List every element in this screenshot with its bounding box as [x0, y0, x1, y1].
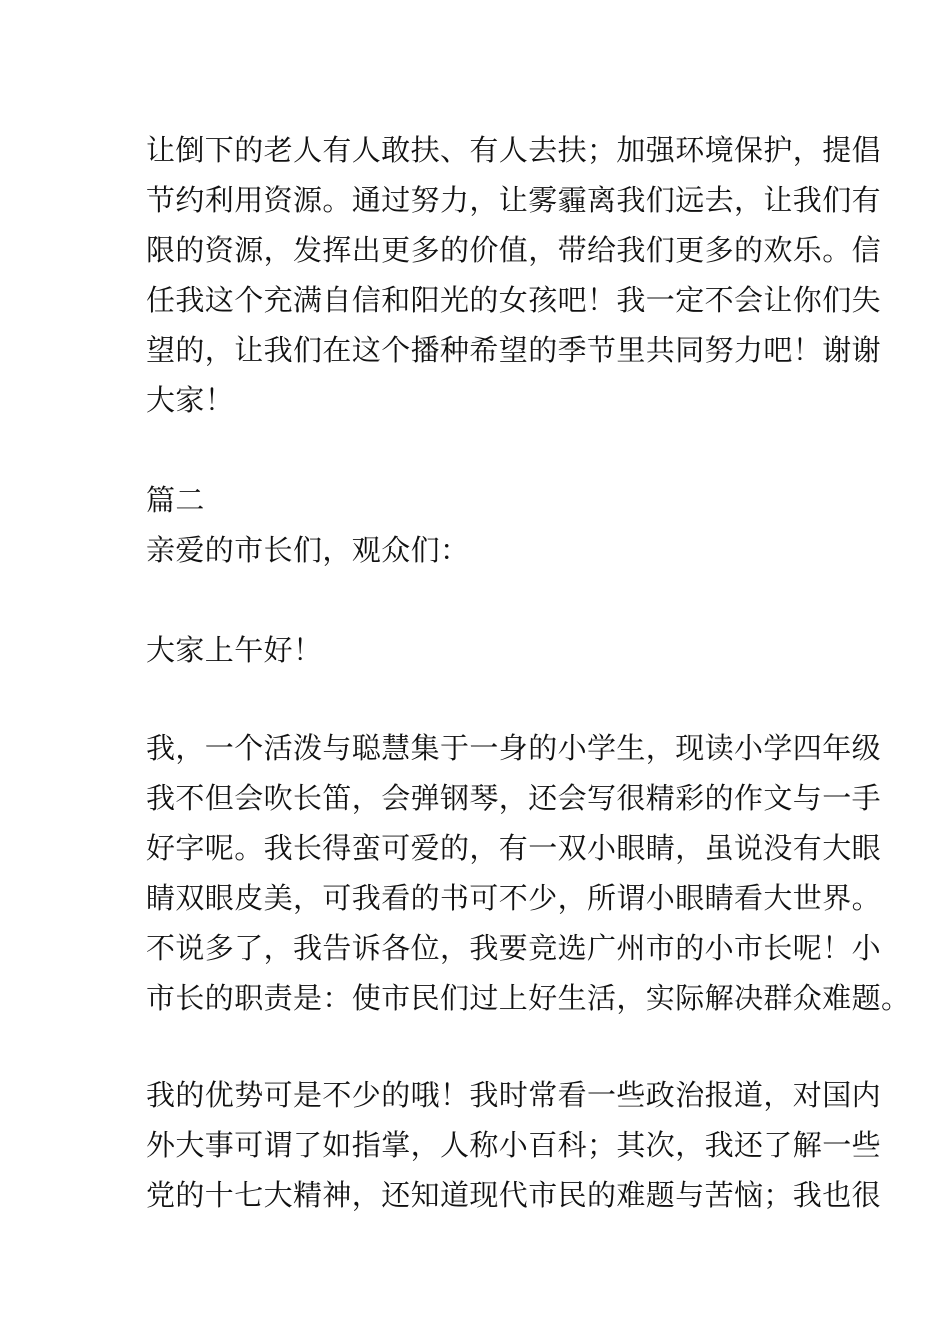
salutation: 亲爱的市长们，观众们： — [146, 533, 470, 567]
text-line: 让倒下的老人有人敢扶、有人去扶；加强环境保护，提倡 — [146, 133, 882, 167]
text-line: 我的优势可是不少的哦！我时常看一些政治报道，对国内 — [146, 1078, 882, 1112]
text-line: 大家！ — [146, 383, 235, 417]
text-line: 外大事可谓了如指掌，人称小百科；其次，我还了解一些 — [146, 1128, 882, 1162]
text-line: 不说多了，我告诉各位，我要竞选广州市的小市长呢！小 — [146, 931, 882, 965]
text-line: 市长的职责是：使市民们过上好生活，实际解决群众难题。 — [146, 981, 911, 1015]
section-heading: 篇二 — [146, 483, 205, 517]
greeting: 大家上午好！ — [146, 633, 323, 667]
text-line: 睛双眼皮美，可我看的书可不少，所谓小眼睛看大世界。 — [146, 881, 882, 915]
text-line: 我不但会吹长笛，会弹钢琴，还会写很精彩的作文与一手 — [146, 781, 882, 815]
text-line: 好字呢。我长得蛮可爱的，有一双小眼睛，虽说没有大眼 — [146, 831, 882, 865]
text-line: 望的，让我们在这个播种希望的季节里共同努力吧！谢谢 — [146, 333, 882, 367]
text-line: 我，一个活泼与聪慧集于一身的小学生，现读小学四年级 — [146, 731, 882, 765]
text-line: 节约利用资源。通过努力，让雾霾离我们远去，让我们有 — [146, 183, 882, 217]
text-line: 任我这个充满自信和阳光的女孩吧！我一定不会让你们失 — [146, 283, 882, 317]
text-line: 限的资源，发挥出更多的价值，带给我们更多的欢乐。信 — [146, 233, 882, 267]
text-line: 党的十七大精神，还知道现代市民的难题与苦恼；我也很 — [146, 1178, 882, 1212]
